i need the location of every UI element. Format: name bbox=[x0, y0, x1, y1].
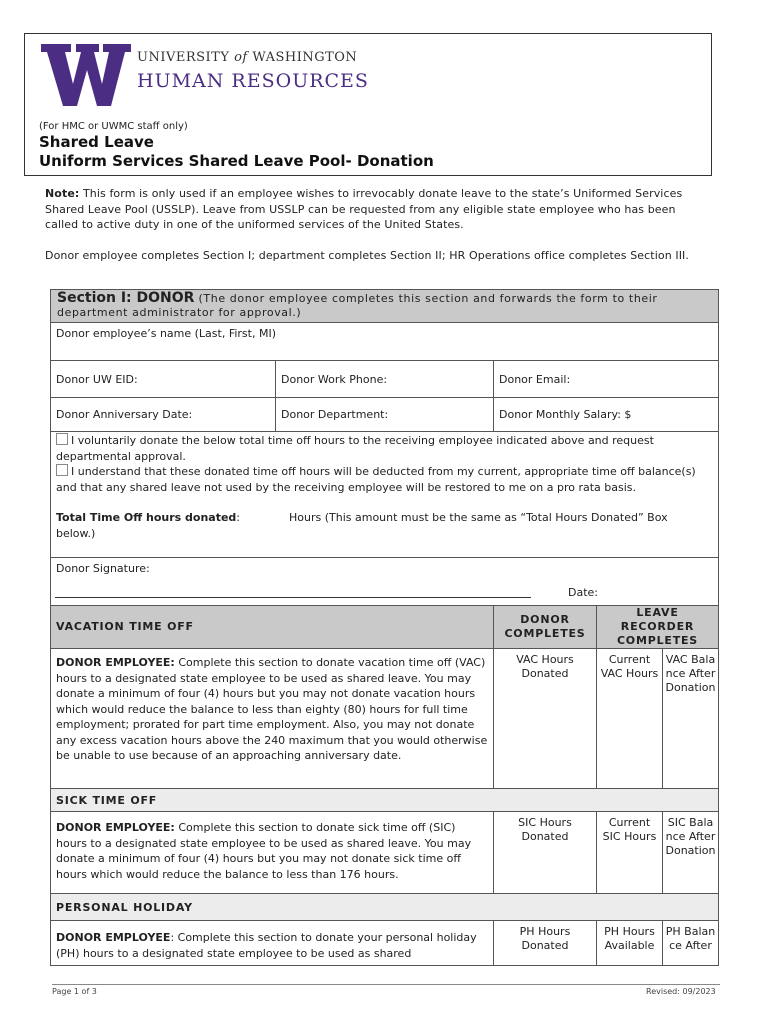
university-name: UNIVERSITY of WASHINGTON bbox=[137, 50, 358, 65]
total-hours-label: Total Time Off hours donated bbox=[56, 511, 237, 524]
attestation-1: I voluntarily donate the below total time off hours to the receiving employee indicated above and request departmental approval. bbox=[56, 434, 654, 463]
sick-header: SICK TIME OFF bbox=[50, 788, 719, 812]
recorder-completes-header: LEAVE RECORDER COMPLETES bbox=[596, 605, 719, 649]
staff-note: (For HMC or UWMC staff only) bbox=[39, 121, 188, 132]
donate-checkbox[interactable] bbox=[56, 433, 68, 445]
date-label: Date: bbox=[568, 586, 598, 599]
total-hours-input[interactable]: Hours (This amount must be the same as “Total Hours Donated” Box bbox=[289, 511, 668, 524]
sic-balance-after[interactable]: SIC Balance After Donation bbox=[662, 811, 719, 894]
vac-balance-after[interactable]: VAC Balance After Donation bbox=[662, 648, 719, 789]
vacation-header: VACATION TIME OFF bbox=[50, 605, 494, 649]
ph-balance-after[interactable]: PH Balance After bbox=[662, 920, 719, 966]
donor-anniversary-field[interactable]: Donor Anniversary Date: bbox=[50, 397, 276, 432]
donor-signature-field[interactable]: Donor Signature: Date: bbox=[50, 557, 719, 606]
ph-hours-donated[interactable]: PH Hours Donated bbox=[493, 920, 597, 966]
footer-rule bbox=[52, 984, 720, 985]
donor-salary-field[interactable]: Donor Monthly Salary: $ bbox=[493, 397, 719, 432]
signature-line bbox=[55, 597, 531, 598]
header-frame bbox=[24, 33, 712, 176]
vac-hours-donated[interactable]: VAC Hours Donated bbox=[493, 648, 597, 789]
holiday-description: DONOR EMPLOYEE: Complete this section to donate your personal holiday (PH) hours to a designated state employee to be used as shared bbox=[50, 920, 494, 966]
donor-department-field[interactable]: Donor Department: bbox=[275, 397, 494, 432]
intro-note: Note: This form is only used if an employee wishes to irrevocably donate leave to the state’s Uniformed Services Shared Leave Pool (USSLP). Leave from USSLP can be requested from any eligible state employee who has been called to active duty in one of the uniformed services of the United States. bbox=[45, 187, 683, 231]
attestation-2: I understand that these donated time off hours will be deducted from my current, appropriate time off balance(s) and that any shared leave not used by the receiving employee will be restored to me on a pro rata basis. bbox=[56, 465, 696, 494]
page-number: Page 1 of 3 bbox=[52, 987, 97, 996]
total-hours-row: Total Time Off hours donated: Hours (This amount must be the same as “Total Hours Donated” Box below.) bbox=[56, 511, 668, 540]
donor-phone-field[interactable]: Donor Work Phone: bbox=[275, 360, 494, 398]
donor-attestation-block bbox=[50, 431, 719, 558]
vac-current-hours[interactable]: Current VAC Hours bbox=[596, 648, 663, 789]
section1-header: Section I: DONOR (The donor employee completes this section and forwards the form to their department administrator for approval.) bbox=[50, 289, 719, 323]
form-subtitle: Uniform Services Shared Leave Pool- Donation bbox=[39, 152, 434, 170]
sic-current-hours[interactable]: Current SIC Hours bbox=[596, 811, 663, 894]
revision-date: Revised: 09/2023 bbox=[646, 987, 716, 996]
uw-w-logo bbox=[41, 44, 131, 106]
ph-hours-available[interactable]: PH Hours Available bbox=[596, 920, 663, 966]
holiday-header: PERSONAL HOLIDAY bbox=[50, 893, 719, 921]
vacation-description: DONOR EMPLOYEE: Complete this section to donate vacation time off (VAC) hours to a designated state employee to be used as shared leave. You may donate a minimum of four (4) hours but you may not donate vacation hours which would reduce the balance to less than eighty (80) hours for full time employment; prorated for part time employment. Also, you may not donate any excess vacation hours above the 240 maximum that you would otherwise be unable to use because of an approaching anniversary date. bbox=[50, 648, 494, 789]
donor-name-field[interactable]: Donor employee’s name (Last, First, MI) bbox=[50, 322, 719, 361]
section-instructions: Donor employee completes Section I; department completes Section II; HR Operations office completes Section III. bbox=[45, 249, 689, 262]
sic-hours-donated[interactable]: SIC Hours Donated bbox=[493, 811, 597, 894]
sick-description: DONOR EMPLOYEE: Complete this section to donate sick time off (SIC) hours to a designated state employee to be used as shared leave. You may donate a minimum of four (4) hours but you may not donate sick time off hours which would reduce the balance to less than 176 hours. bbox=[50, 811, 494, 894]
donor-eid-field[interactable]: Donor UW EID: bbox=[50, 360, 276, 398]
form-title: Shared Leave bbox=[39, 133, 154, 151]
understand-checkbox[interactable] bbox=[56, 464, 68, 476]
department-name: HUMAN RESOURCES bbox=[137, 70, 369, 92]
donor-completes-header: DONOR COMPLETES bbox=[493, 605, 597, 649]
donor-email-field[interactable]: Donor Email: bbox=[493, 360, 719, 398]
